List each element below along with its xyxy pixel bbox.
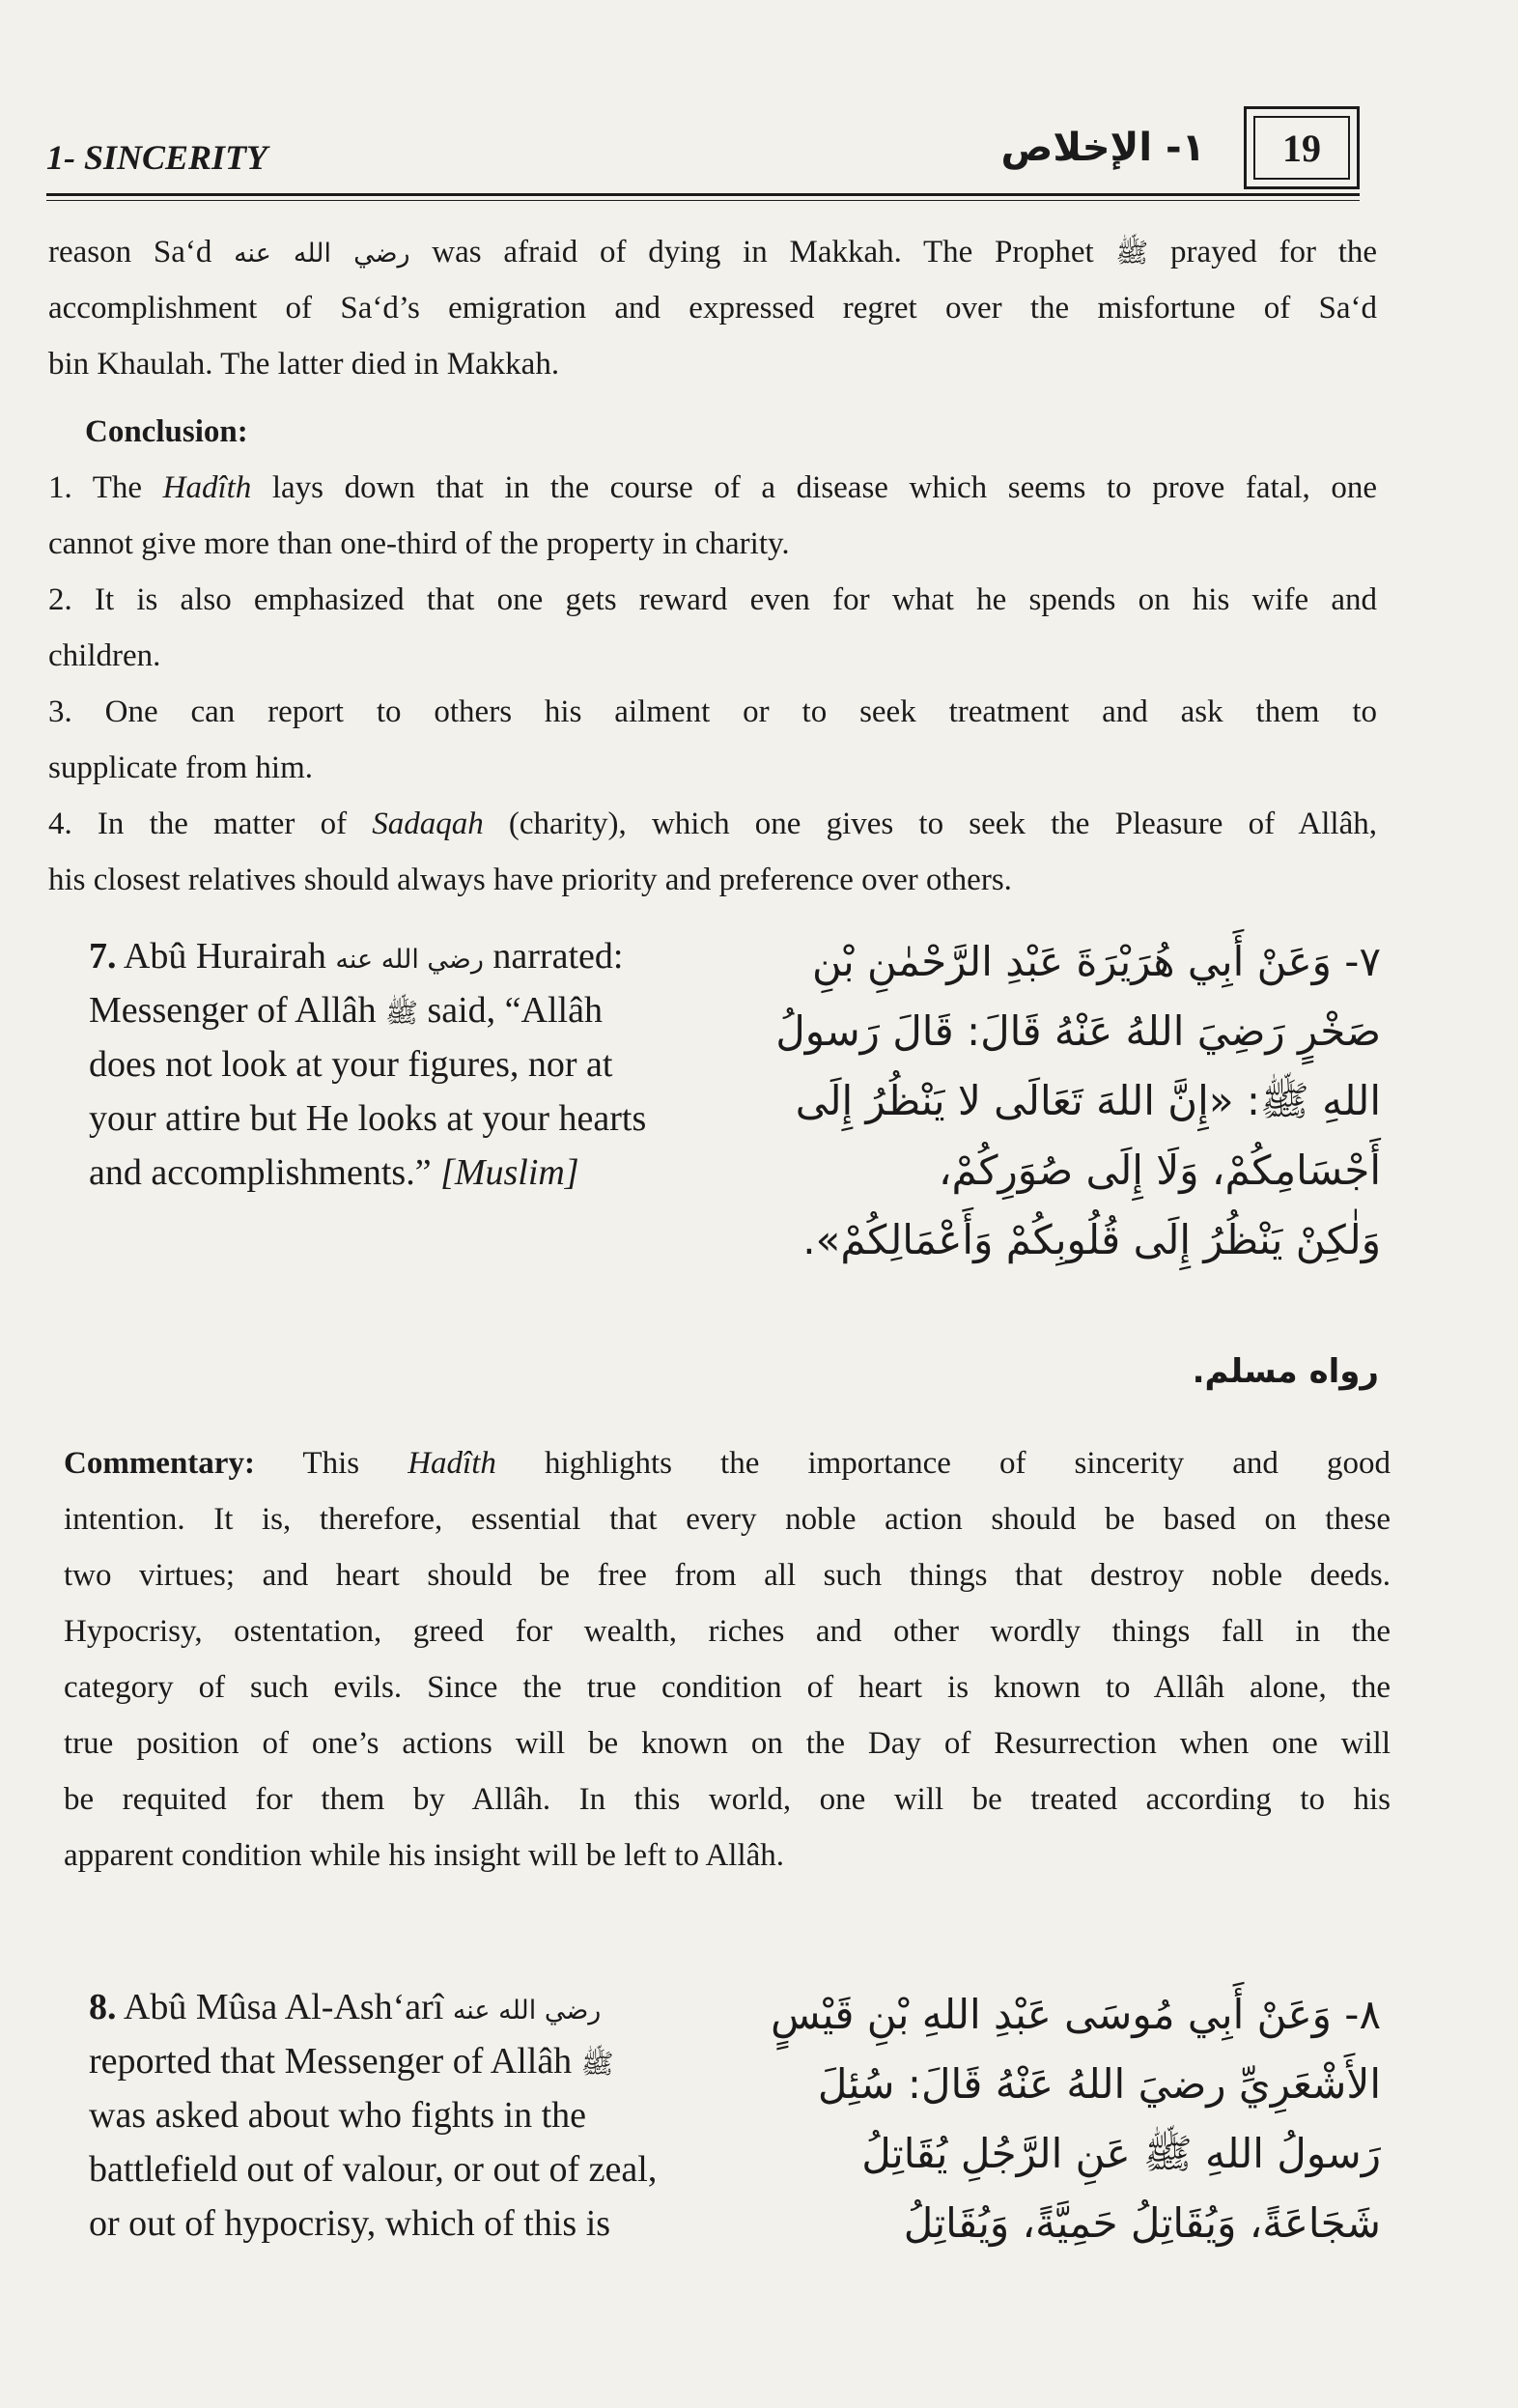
- intro-line-3: bin Khaulah. The latter died in Makkah.: [48, 347, 560, 382]
- text: reported that Messenger of Allâh: [89, 2041, 581, 2082]
- text: lays down that in the course of a disease which seems to prove fatal, one: [251, 470, 1377, 505]
- conclusion-point-1: [48, 460, 1377, 516]
- hadith-8-english: [89, 1980, 745, 2251]
- hadith-number: 8.: [89, 1987, 117, 2027]
- hadith-7-line-5: [89, 1146, 745, 1200]
- hadith-8-ar-line-1: ٨- وَعَنْ أَبِي مُوسَى عَبْدِ اللهِ بْنِ قَيْسٍ: [771, 1991, 1381, 2038]
- hadith-7-line-4: your attire but He looks at your hearts: [89, 1098, 647, 1139]
- text: narrated:: [483, 936, 624, 977]
- text: said, “Allâh: [417, 990, 603, 1031]
- hadith-8-line-3: was asked about who fights in the: [89, 2095, 587, 2136]
- hadith-7-ar-line-3: اللهِ ﷺ: «إِنَّ اللهَ تَعَالَى لا يَنْظُرُ إِلَى: [795, 1077, 1381, 1124]
- hadith-7-line-2: [89, 983, 745, 1037]
- text: reason Sa‘d: [48, 235, 235, 269]
- salutation-glyph: ﷺ: [1115, 237, 1149, 269]
- chapter-title-ar: ١- الإخلاص: [1000, 126, 1205, 170]
- hadith-7-ar-line-4: أَجْسَامِكُمْ، وَلَا إِلَى صُوَرِكُمْ،: [938, 1147, 1381, 1194]
- text: highlights the importance of sincerity and good: [495, 1446, 1391, 1481]
- intro-line-1: [48, 224, 1377, 280]
- honorific: رضي الله عنه: [452, 1996, 602, 2026]
- text: (charity), which one gives to seek the Pleasure of Allâh,: [483, 807, 1377, 841]
- commentary-line-1: [64, 1435, 1391, 1491]
- commentary-line-7: be requited for them by Allâh. In this world, one will be treated according to his: [64, 1782, 1391, 1817]
- conclusion-section: [48, 404, 1377, 908]
- text: prayed for the: [1148, 235, 1378, 269]
- hadith-7-source-ar: رواه مسلم.: [1192, 1352, 1379, 1391]
- text: Abû Hurairah: [116, 936, 336, 977]
- commentary-label: Commentary:: [64, 1446, 255, 1481]
- text: was afraid of dying in Makkah. The Prophet: [409, 235, 1116, 269]
- hadith-8-ar-line-4: شَجَاعَةً، وَيُقَاتِلُ حَمِيَّةً، وَيُقَاتِلُ: [903, 2199, 1381, 2247]
- conclusion-point-4-cont: his closest relatives should always have priority and preference over others.: [48, 863, 1012, 897]
- conclusion-point-1-cont: cannot give more than one-third of the property in charity.: [48, 526, 790, 561]
- conclusion-point-2-cont: children.: [48, 638, 161, 673]
- hadith-7-line-3: does not look at your figures, nor at: [89, 1044, 613, 1085]
- hadith-8-line-5: or out of hypocrisy, which of this is: [89, 2203, 611, 2244]
- commentary-section: [64, 1435, 1391, 1884]
- conclusion-point-3-cont: supplicate from him.: [48, 751, 314, 785]
- source-reference: [Muslim]: [440, 1152, 579, 1193]
- term: Hadîth: [162, 470, 252, 505]
- hadith-8-line-1: [89, 1980, 745, 2034]
- text: Abû Mûsa Al-Ash‘arî: [116, 1987, 453, 2027]
- commentary-line-6: true position of one’s actions will be known on the Day of Resurrection when one will: [64, 1726, 1391, 1761]
- commentary-line-2: intention. It is, therefore, essential that every noble action should be based on these: [64, 1502, 1391, 1537]
- term: Hadîth: [408, 1446, 496, 1481]
- page-number-box: [1244, 106, 1360, 189]
- conclusion-heading: Conclusion:: [85, 414, 248, 449]
- honorific: رضي الله عنه: [234, 239, 410, 269]
- header-rule: [46, 193, 1360, 196]
- hadith-8-line-2: [89, 2034, 745, 2088]
- salutation-glyph: ﷺ: [385, 997, 418, 1029]
- commentary-line-3: two virtues; and heart should be free from all such things that destroy noble deeds.: [64, 1558, 1391, 1593]
- chapter-title-en: 1- SINCERITY: [46, 138, 268, 177]
- text: Messenger of Allâh: [89, 990, 386, 1031]
- intro-line-2: accomplishment of Sa‘d’s emigration and expressed regret over the misfortune of Sa‘d: [48, 291, 1377, 326]
- hadith-7-line-1: [89, 929, 745, 983]
- term: Sadaqah: [372, 807, 484, 841]
- commentary-line-4: Hypocrisy, ostentation, greed for wealth, riches and other wordly things fall in the: [64, 1614, 1391, 1649]
- hadith-8-ar-line-3: رَسولُ اللهِ ﷺ عَنِ الرَّجُلِ يُقَاتِلُ: [861, 2130, 1381, 2177]
- hadith-7-arabic: [773, 927, 1381, 1275]
- hadith-8-ar-line-2: الأَشْعَرِيِّ رضيَ اللهُ عَنْهُ قَالَ: سُئِلَ: [817, 2060, 1381, 2108]
- text: and accomplishments.”: [89, 1152, 441, 1193]
- intro-paragraph: [48, 224, 1377, 392]
- honorific: رضي الله عنه: [335, 945, 484, 975]
- conclusion-point-4: [48, 796, 1377, 852]
- commentary-line-5: category of such evils. Since the true condition of heart is known to Allâh alone, the: [64, 1670, 1391, 1705]
- hadith-8-line-4: battlefield out of valour, or out of zeal,: [89, 2149, 658, 2190]
- hadith-8-arabic: [773, 1980, 1381, 2258]
- page-number: 19: [1253, 116, 1350, 180]
- salutation-glyph: ﷺ: [580, 2048, 614, 2080]
- hadith-7-english: [89, 929, 745, 1200]
- header-rule-thin: [46, 200, 1360, 201]
- hadith-number: 7.: [89, 936, 117, 977]
- hadith-7-ar-line-2: صَخْرٍ رَضِيَ اللهُ عَنْهُ قَالَ: قَالَ رَسولُ: [775, 1007, 1381, 1055]
- text: 4. In the matter of: [48, 807, 373, 841]
- commentary-line-8: apparent condition while his insight will be left to Allâh.: [64, 1838, 785, 1873]
- text: 1. The: [48, 470, 163, 505]
- conclusion-point-2: 2. It is also emphasized that one gets reward even for what he spends on his wife and: [48, 582, 1377, 617]
- hadith-7-ar-line-1: ٧- وَعَنْ أَبِي هُرَيْرَةَ عَبْدِ الرَّحْمٰنِ بْنِ: [812, 938, 1381, 985]
- page-header: [46, 97, 1360, 203]
- hadith-7-ar-line-5: وَلٰكِنْ يَنْظُرُ إِلَى قُلُوبِكُمْ وَأَعْمَالِكُمْ».: [802, 1216, 1381, 1263]
- text: This: [254, 1446, 408, 1481]
- conclusion-point-3: 3. One can report to others his ailment or to seek treatment and ask them to: [48, 694, 1377, 729]
